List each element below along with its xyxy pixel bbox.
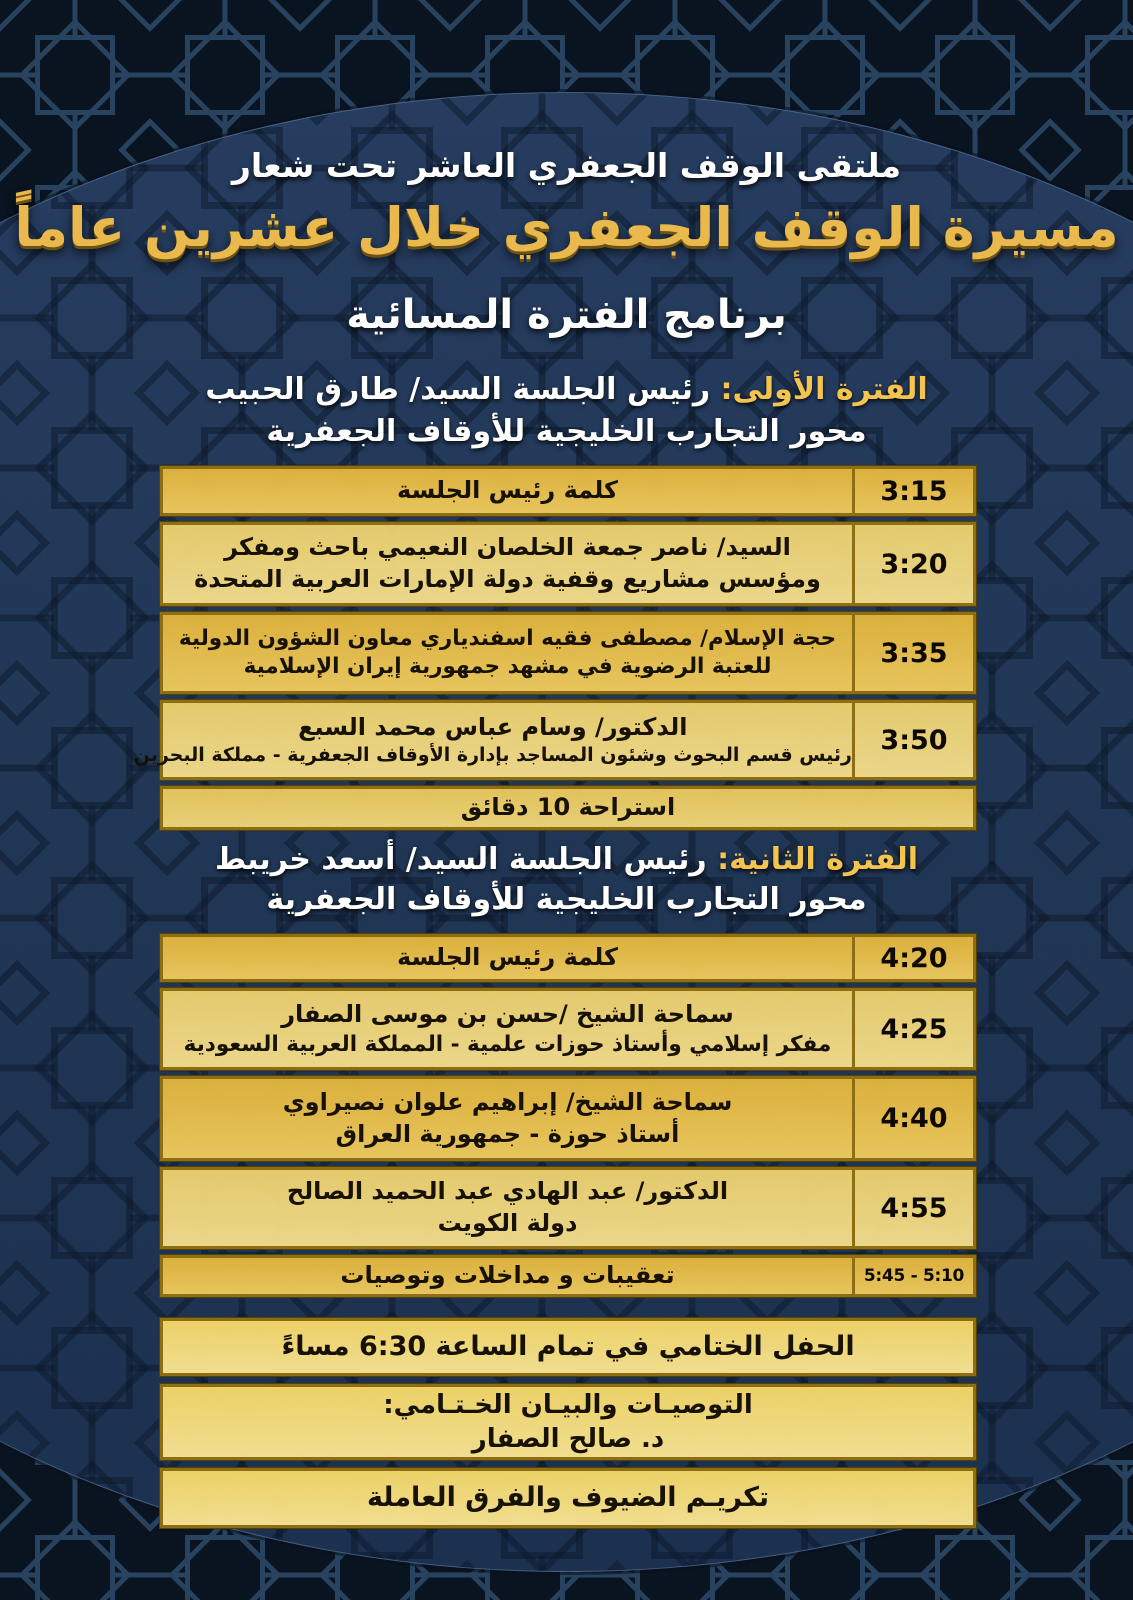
session-topic: سماحة الشيخ/ إبراهيم علوان نصيراوي أستاذ حوزة - جمهورية العراق xyxy=(282,1087,733,1148)
session-time: 4:55 xyxy=(852,1170,973,1246)
break-label: استراحة 10 دقائق xyxy=(460,793,676,822)
session-topic: سماحة الشيخ /حسن بن موسى الصفار مفكر إسلامي وأستاذ حوزات علمية - المملكة العربية السعودية xyxy=(183,999,832,1057)
table-row xyxy=(160,988,976,1070)
closing-ceremony-bar: الحفل الختامي في تمام الساعة 6:30 مساءً xyxy=(160,1318,976,1376)
session-topic: الدكتور/ عبد الهادي عبد الحميد الصالح دولة الكويت xyxy=(286,1177,729,1237)
program-title: برنامج الفترة المسائية xyxy=(346,292,787,338)
table-row xyxy=(160,934,976,982)
table-row xyxy=(160,1076,976,1161)
honoring-guests-bar: تكريـم الضيوف والفرق العاملة xyxy=(160,1468,976,1528)
session-time: 3:50 xyxy=(852,703,973,777)
session-time: 4:20 xyxy=(852,937,973,979)
session1-axis: محور التجارب الخليجية للأوقاف الجعفرية xyxy=(266,414,867,449)
session-topic: كلمة رئيس الجلسة xyxy=(397,943,618,972)
table-row xyxy=(160,612,976,694)
session1-label: الفترة الأولى: xyxy=(720,372,928,407)
session-time: 3:20 xyxy=(852,525,973,603)
session1-heading xyxy=(0,372,1133,407)
slogan-title: مسيرة الوقف الجعفري خلال عشرين عاماً xyxy=(14,196,1119,259)
session-time: 3:35 xyxy=(852,615,973,691)
session2-axis: محور التجارب الخليجية للأوقاف الجعفرية xyxy=(266,882,867,917)
forum-title: ملتقى الوقف الجعفري العاشر تحت شعار xyxy=(231,146,902,185)
session-topic: حجة الإسلام/ مصطفى فقيه اسفندياري معاون الشؤون الدولية للعتبة الرضوية في مشهد جمهورية إيران الإسلامية xyxy=(178,625,837,679)
session-topic: السيد/ ناصر جمعة الخلصان النعيمي باحث ومفكر ومؤسس مشاريع وقفية دولة الإمارات العربية المتحدة xyxy=(194,533,821,593)
session1-chair: رئيس الجلسة السيد/ طارق الحبيب xyxy=(205,372,721,407)
session-time: 3:15 xyxy=(852,469,973,513)
session-topic: الدكتور/ وسام عباس محمد السبع رئيس قسم البحوث وشئون المساجد بإدارة الأوقاف الجعفرية - مملكة البحرين xyxy=(133,712,852,767)
table-row xyxy=(160,466,976,516)
session2-table xyxy=(160,934,976,1303)
recommendations-bar: التوصيـات والبيـان الخـتـامي: د. صالح الصفار xyxy=(160,1384,976,1460)
session-topic: كلمة رئيس الجلسة xyxy=(397,476,618,505)
table-row xyxy=(160,522,976,606)
session2-label: الفترة الثانية: xyxy=(717,842,919,877)
session-topic: تعقيبات و مداخلات وتوصيات xyxy=(340,1261,675,1290)
session2-chair: رئيس الجلسة السيد/ أسعد خريبط xyxy=(214,842,718,877)
break-row xyxy=(160,786,976,830)
table-row xyxy=(160,1167,976,1249)
table-row xyxy=(133,700,976,780)
session-time: 4:25 xyxy=(852,991,973,1067)
session-time: 4:40 xyxy=(852,1079,973,1158)
session2-heading xyxy=(0,842,1133,877)
session-time: 5:45 - 5:10 xyxy=(852,1258,973,1294)
session1-table xyxy=(133,466,976,836)
table-row xyxy=(160,1255,976,1297)
